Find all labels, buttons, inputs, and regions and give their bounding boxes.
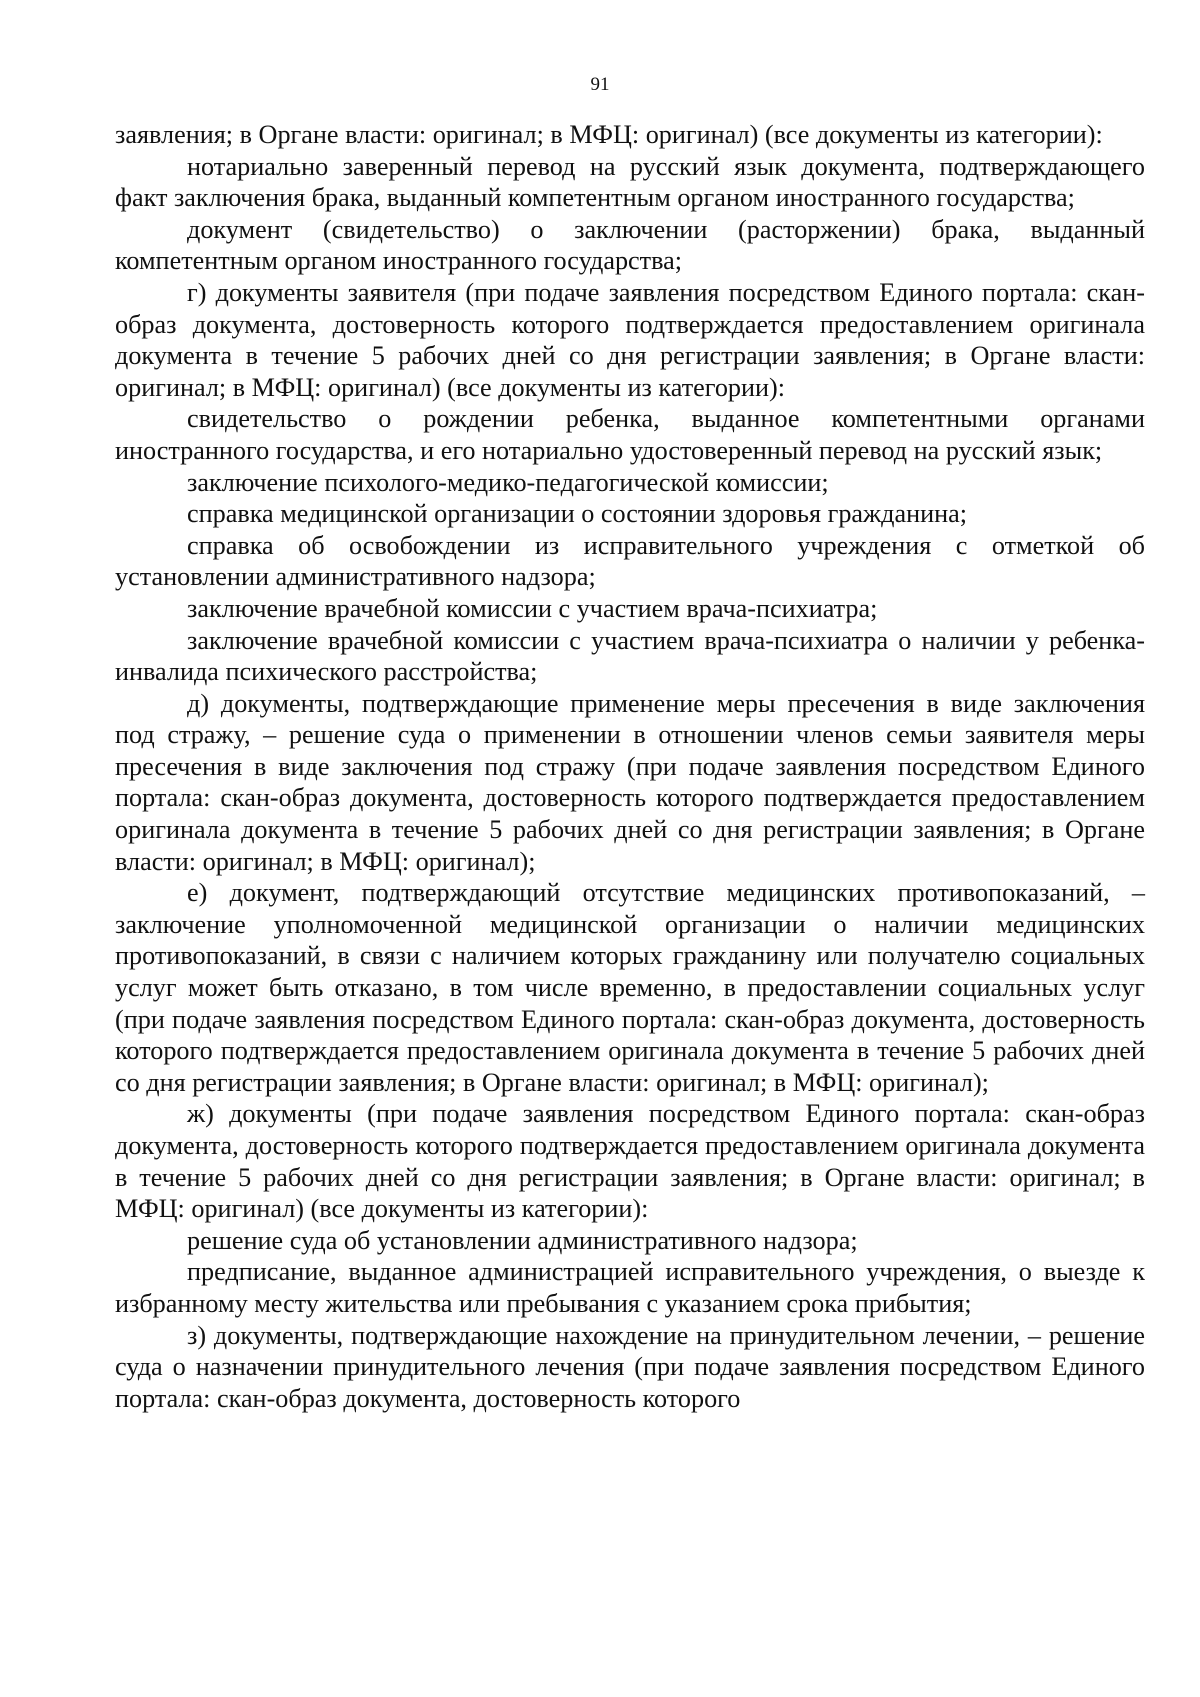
paragraph: заключение врачебной комиссии с участием врача-психиатра;	[187, 593, 878, 623]
paragraph-item-d: д) документы, подтверждающие применение меры пресечения в виде заключения под стражу, – решение суда о применении в отношении членов семьи заявителя меры пресечения в виде заключения под стражу (при подаче заявления посредством Единого портала: скан-образ документа, достоверность которого подтверждается предоставлением оригинала документа в течение 5 рабочих дней со дня регистрации заявления; в Органе власти: оригинал; в МФЦ: оригинал);	[115, 688, 1145, 876]
paragraph-item-e: е) документ, подтверждающий отсутствие медицинских противопоказаний, – заключение уполномоченной медицинской организации о наличии медицинских противопоказаний, в связи с наличием которых гражданину или получателю социальных услуг может быть отказано, в том числе временно, в предоставлении социальных услуг (при подаче заявления посредством Единого портала: скан-образ документа, достоверность которого подтверждается предоставлением оригинала документа в течение 5 рабочих дней со дня регистрации заявления; в Органе власти: оригинал; в МФЦ: оригинал);	[115, 878, 1145, 1097]
paragraph-item-g: г) документы заявителя (при подаче заявления посредством Единого портала: скан-образ документа, достоверность которого подтверждается предоставлением оригинала документа в течение 5 рабочих дней со дня регистрации заявления; в Органе власти: оригинал; в МФЦ: оригинал) (все документы из категории):	[115, 277, 1145, 402]
paragraph: справка об освобождении из исправительного учреждения с отметкой об установлении административного надзора;	[115, 530, 1145, 592]
paragraph: предписание, выданное администрацией исправительного учреждения, о выезде к избранному месту жительства или пребывания с указанием срока прибытия;	[115, 1257, 1145, 1318]
paragraph: заключение врачебной комиссии с участием врача-психиатра о наличии у ребенка-инвалида психического расстройства;	[115, 625, 1145, 687]
paragraph: документ (свидетельство) о заключении (расторжении) брака, выданный компетентным органом иностранного государства;	[115, 214, 1145, 276]
paragraph: решение суда об установлении административного надзора;	[187, 1225, 858, 1255]
paragraph-item-z: з) документы, подтверждающие нахождение на принудительном лечении, – решение суда о назначении принудительного лечения (при подаче заявления посредством Единого портала: скан-образ документа, достоверность которого	[115, 1320, 1145, 1413]
document-body	[115, 119, 1145, 1414]
paragraph-item-zh: ж) документы (при подаче заявления посредством Единого портала: скан-образ документа, достоверность которого подтверждается предоставлением оригинала документа в течение 5 рабочих дней со дня регистрации заявления; в Органе власти: оригинал; в МФЦ: оригинал) (все документы из категории):	[115, 1099, 1145, 1224]
page-number: 91	[590, 74, 610, 95]
paragraph: заключение психолого-медико-педагогической комиссии;	[187, 467, 829, 497]
paragraph: заявления; в Органе власти: оригинал; в МФЦ: оригинал) (все документы из категории):	[115, 120, 1103, 149]
paragraph: нотариально заверенный перевод на русский язык документа, подтверждающего факт заключения брака, выданный компетентным органом иностранного государства;	[115, 151, 1145, 213]
paragraph: справка медицинской организации о состоянии здоровья гражданина;	[187, 499, 968, 529]
paragraph: свидетельство о рождении ребенка, выданное компетентными органами иностранного государства, и его нотариально удостоверенный перевод на русский язык;	[115, 404, 1145, 465]
